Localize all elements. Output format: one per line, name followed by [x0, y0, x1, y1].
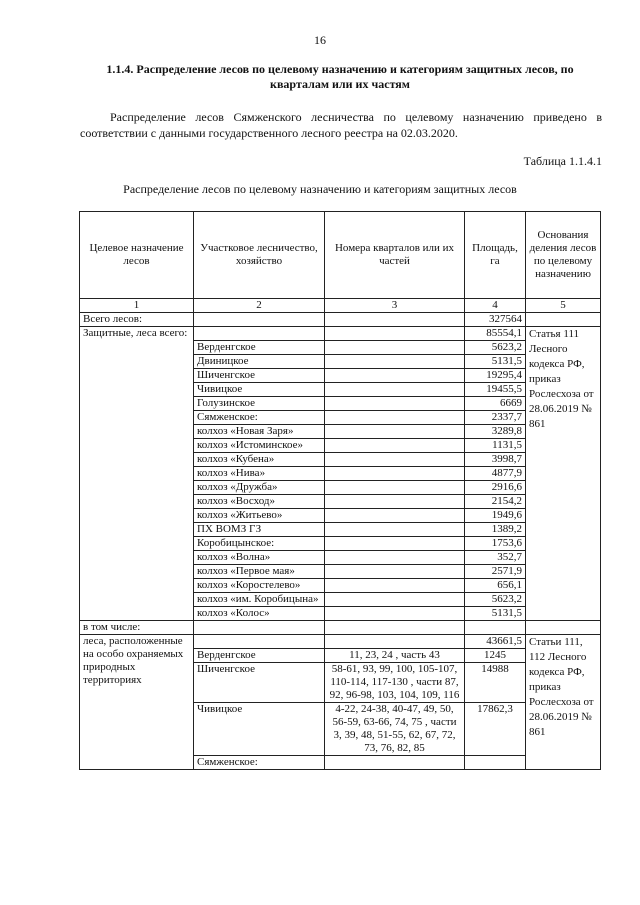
forestry-quarters [325, 537, 465, 551]
forestry-name: Чивицкое [194, 703, 325, 756]
forestry-area: 5131,5 [465, 607, 526, 621]
header-area: Площадь, га [465, 212, 526, 299]
forestry-name: Чивицкое [194, 383, 325, 397]
forestry-quarters [325, 481, 465, 495]
total-area: 327564 [465, 313, 526, 327]
forestry-quarters: 4-22, 24-38, 40-47, 49, 50, 56-59, 63-66, 74, 75 , части 3, 39, 48, 51-55, 62, 67, 72, 73, 76, 82, 85 [325, 703, 465, 756]
forestry-quarters [325, 579, 465, 593]
forestry-area: 352,7 [465, 551, 526, 565]
forestry-quarters [325, 495, 465, 509]
forestry-area: 14988 [465, 663, 526, 703]
including-empty-cell [526, 621, 601, 635]
column-index-cell: 4 [465, 299, 526, 313]
intro-paragraph: Распределение лесов Сямженского лесничества по целевому назначению приведено в соответствии с данными государственного лесного реестра на 02.03.2020. [80, 110, 602, 140]
forestry-area: 17862,3 [465, 703, 526, 756]
forestry-area: 2154,2 [465, 495, 526, 509]
forestry-area [465, 756, 526, 770]
forestry-name: колхоз «Новая Заря» [194, 425, 325, 439]
forestry-name: Сямженское: [194, 756, 325, 770]
including-empty-cell [465, 621, 526, 635]
natural-label: леса, расположенные на особо охраняемых природных территориях [80, 635, 194, 770]
natural-area: 43661,5 [465, 635, 526, 649]
forestry-quarters [325, 383, 465, 397]
column-index-cell: 5 [526, 299, 601, 313]
natural-quarters-cell [325, 635, 465, 649]
forestry-quarters [325, 551, 465, 565]
forestry-area: 5131,5 [465, 355, 526, 369]
protective-area: 85554,1 [465, 327, 526, 341]
page-number: 16 [314, 33, 326, 47]
protective-summary-row [80, 327, 601, 341]
header-basis: Основания деления лесов по целевому назначению [526, 212, 601, 299]
protective-label: Защитные, леса всего: [80, 327, 194, 621]
forestry-name: Коробицынское: [194, 537, 325, 551]
forestry-name: колхоз «Кубена» [194, 453, 325, 467]
forestry-quarters [325, 425, 465, 439]
forestry-area: 19455,5 [465, 383, 526, 397]
section-heading: 1.1.4. Распределение лесов по целевому назначению и категориям защитных лесов, по кварталам или их частям [106, 62, 574, 91]
forestry-name: ПХ ВОМЗ ГЗ [194, 523, 325, 537]
column-index-row [80, 299, 601, 313]
forestry-name: колхоз «Дружба» [194, 481, 325, 495]
forestry-area: 2916,6 [465, 481, 526, 495]
forestry-name: колхоз «Нива» [194, 467, 325, 481]
column-index-cell: 2 [194, 299, 325, 313]
forestry-name: колхоз «Истоминское» [194, 439, 325, 453]
forestry-area: 1753,6 [465, 537, 526, 551]
table-caption: Распределение лесов по целевому назначению и категориям защитных лесов [123, 182, 517, 196]
forestry-quarters [325, 523, 465, 537]
forestry-area: 2337,7 [465, 411, 526, 425]
forest-distribution-table [79, 211, 601, 770]
forestry-name: Верденгское [194, 649, 325, 663]
column-index-cell: 3 [325, 299, 465, 313]
forestry-name: Шиченгское [194, 663, 325, 703]
forestry-quarters [325, 607, 465, 621]
forestry-quarters [325, 341, 465, 355]
forestry-name: Сямженское: [194, 411, 325, 425]
total-quarters-cell [325, 313, 465, 327]
table-header-row [80, 212, 601, 299]
natural-forestry-cell [194, 635, 325, 649]
table-number: Таблица 1.1.4.1 [523, 154, 602, 168]
including-row [80, 621, 601, 635]
forestry-area: 1245 [465, 649, 526, 663]
forestry-area: 5623,2 [465, 593, 526, 607]
forestry-quarters [325, 756, 465, 770]
forestry-area: 19295,4 [465, 369, 526, 383]
table-body [80, 299, 601, 770]
total-forestry-cell [194, 313, 325, 327]
header-quarters: Номера кварталов или их частей [325, 212, 465, 299]
forestry-area: 4877,9 [465, 467, 526, 481]
forestry-name: Голузинское [194, 397, 325, 411]
protective-basis: Статья 111 Лесного кодекса РФ, приказ Рослесхоза от 28.06.2019 № 861 [526, 327, 601, 621]
header-forestry: Участковое лесничество, хозяйство [194, 212, 325, 299]
forestry-quarters [325, 411, 465, 425]
forestry-quarters [325, 355, 465, 369]
forestry-area: 5623,2 [465, 341, 526, 355]
forestry-name: Двиницкое [194, 355, 325, 369]
total-row [80, 313, 601, 327]
forestry-area: 1949,6 [465, 509, 526, 523]
natural-basis: Статьи 111, 112 Лесного кодекса РФ, приказ Рослесхоза от 28.06.2019 № 861 [526, 635, 601, 770]
total-label: Всего лесов: [80, 313, 194, 327]
including-label: в том числе: [80, 621, 194, 635]
protective-quarters-cell [325, 327, 465, 341]
forestry-area: 1389,2 [465, 523, 526, 537]
forestry-area: 2571,9 [465, 565, 526, 579]
forestry-area: 1131,5 [465, 439, 526, 453]
forestry-quarters: 58-61, 93, 99, 100, 105-107, 110-114, 117-130 , части 87, 92, 96-98, 103, 104, 109, 116 [325, 663, 465, 703]
forestry-area: 3998,7 [465, 453, 526, 467]
natural-summary-row [80, 635, 601, 649]
column-index-cell: 1 [80, 299, 194, 313]
forestry-quarters [325, 593, 465, 607]
forestry-quarters [325, 509, 465, 523]
forestry-name: колхоз «Коростелево» [194, 579, 325, 593]
including-empty-cell [325, 621, 465, 635]
forestry-area: 656,1 [465, 579, 526, 593]
forestry-quarters [325, 467, 465, 481]
forestry-name: колхоз «Житьево» [194, 509, 325, 523]
forestry-name: колхоз «Волна» [194, 551, 325, 565]
forestry-quarters [325, 453, 465, 467]
forestry-area: 3289,8 [465, 425, 526, 439]
forestry-quarters: 11, 23, 24 , часть 43 [325, 649, 465, 663]
forestry-area: 6669 [465, 397, 526, 411]
header-purpose: Целевое назначение лесов [80, 212, 194, 299]
forestry-name: колхоз «Первое мая» [194, 565, 325, 579]
forestry-name: Верденгское [194, 341, 325, 355]
forestry-name: колхоз «Колос» [194, 607, 325, 621]
forestry-quarters [325, 439, 465, 453]
forestry-name: колхоз «им. Коробицына» [194, 593, 325, 607]
forestry-quarters [325, 369, 465, 383]
protective-forestry-cell [194, 327, 325, 341]
forestry-quarters [325, 565, 465, 579]
forestry-quarters [325, 397, 465, 411]
including-empty-cell [194, 621, 325, 635]
forestry-name: колхоз «Восход» [194, 495, 325, 509]
total-basis-cell [526, 313, 601, 327]
forestry-name: Шиченгское [194, 369, 325, 383]
